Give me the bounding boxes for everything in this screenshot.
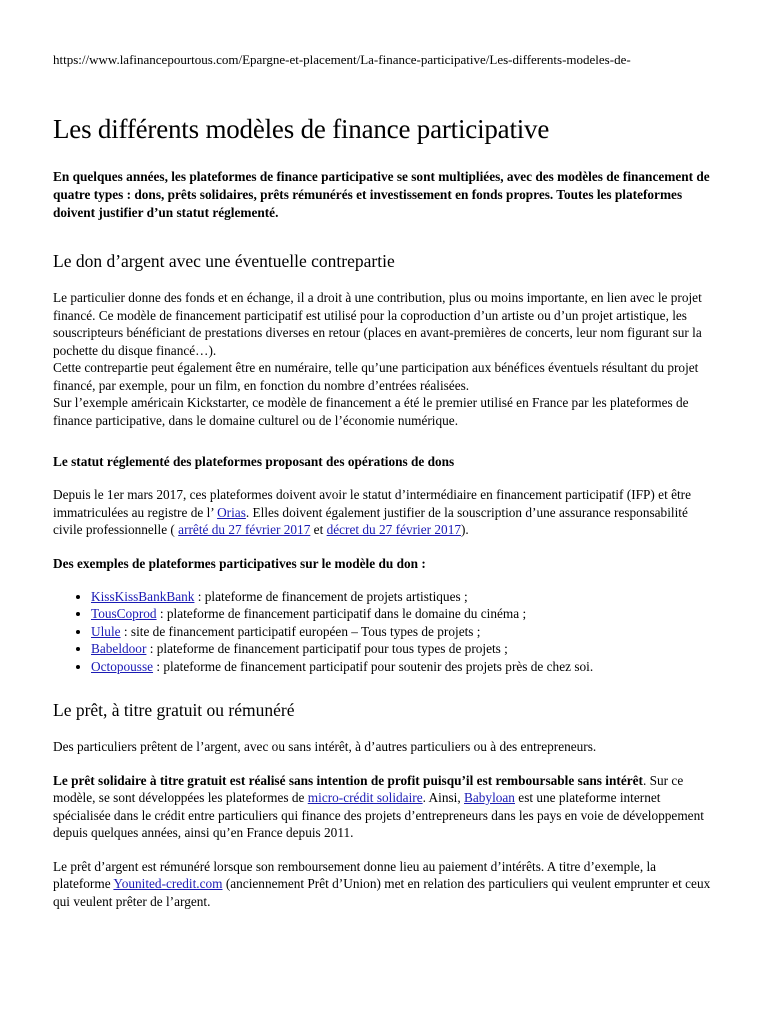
babyloan-link[interactable]: Babyloan (464, 790, 515, 805)
examples-list (53, 588, 713, 676)
section-heading-pret: Le prêt, à titre gratuit ou rémunéré (53, 700, 295, 720)
statut-text-4: ). (461, 522, 469, 537)
don-text-1: Le particulier donne des fonds et en échange, il a droit à une contribution, plus ou moins importante, en lien avec le projet financé. Ce modèle de financement participatif est utilisé pour la coproduction d’un artiste ou d’un projet artistique, les souscripteurs bénéficiant de prestations diverses en retour (places en avant-premières de concerts, leur nom figurant sur la pochette du disque financé…). (53, 290, 702, 358)
page-title: Les différents modèles de finance participative (53, 114, 550, 144)
pret-text-3: est une plateforme internet spécialisée dans le crédit entre particuliers qui finance des projets d’entrepreneurs dans les pays en voie de développement depuis quelques années, ainsi qu’en France depuis 2011. (53, 790, 704, 840)
ulule-link[interactable]: Ulule (91, 623, 121, 639)
statut-text-2: . Elles doivent également justifier de la souscription d’une assurance responsabilité civile professionnelle ( (53, 504, 688, 537)
list-item (91, 623, 713, 641)
list-item-desc: : plateforme de financement participatif pour soutenir des projets près de chez soi. (153, 658, 594, 674)
octopousse-link[interactable]: Octopousse (91, 658, 154, 674)
pret-text-1: . Sur ce modèle, se sont développées les plateformes de (53, 772, 684, 805)
list-item-desc: : plateforme de financement participatif dans le domaine du cinéma ; (156, 606, 527, 621)
don-paragraph (53, 289, 713, 429)
statut-paragraph (53, 486, 713, 539)
kisskissbankbank-link[interactable]: KissKissBankBank (91, 588, 195, 604)
decret-link[interactable]: décret du 27 février 2017 (326, 522, 461, 537)
don-text-3: Sur l’exemple américain Kickstarter, ce modèle de financement a été le premier utilisé en France par les plateformes de finance participative, dans le domaine culturel ou de l’économie numérique. (53, 395, 689, 428)
statut-text-3: et (310, 522, 327, 537)
statut-text-1: Depuis le 1er mars 2017, ces plateformes doivent avoir le statut d’intermédiaire en financement participatif (IFP) et être immatriculées au registre de l’ (53, 487, 692, 520)
page-url: https://www.lafinancepourtous.com/Epargne-et-placement/La-finance-participative/Les-differents-modeles-de- (53, 52, 631, 67)
pret-remunere-text-2: (anciennement Prêt d’Union) met en relation des particuliers qui veulent emprunter et ceux qui veulent prêter de l’argent. (53, 876, 711, 909)
lead-paragraph: En quelques années, les plateformes de finance participative se sont multipliées, avec des modèles de financement de quatre types : dons, prêts solidaires, prêts rémunérés et investissement en fonds propres. Toutes les plateformes doivent justifier d’un statut réglementé. (53, 169, 710, 220)
list-item (91, 640, 713, 658)
orias-link[interactable]: Orias (217, 504, 246, 520)
touscoprod-link[interactable]: TousCoprod (91, 606, 157, 621)
micro-credit-link[interactable]: micro-crédit solidaire (307, 790, 423, 805)
pret-paragraph-2 (53, 772, 713, 842)
pret-paragraph-1: Des particuliers prêtent de l’argent, avec ou sans intérêt, à d’autres particuliers ou à des entrepreneurs. (53, 739, 597, 754)
pret-paragraph-3 (53, 858, 713, 911)
article (53, 112, 713, 926)
list-item (91, 605, 713, 623)
list-item (91, 658, 713, 676)
pret-text-2: . Ainsi, (422, 790, 464, 805)
list-item (91, 588, 713, 606)
babeldoor-link[interactable]: Babeldoor (91, 641, 147, 656)
arrete-link[interactable]: arrêté du 27 février 2017 (178, 522, 311, 537)
pret-remunere-text-1: Le prêt d’argent est rémunéré lorsque son remboursement donne lieu au paiement d’intérêts. A titre d’exemple, la plateforme (53, 858, 657, 891)
list-item-desc: : site de financement participatif européen – Tous types de projets ; (120, 623, 481, 639)
don-text-2: Cette contrepartie peut également être en numéraire, telle qu’une participation aux bénéfices éventuels résultant du projet financé, par exemple, pour un film, en fonction du nombre d’entrées réalisées. (53, 360, 699, 393)
younited-credit-link[interactable]: Younited-credit.com (113, 876, 223, 891)
list-item-desc: : plateforme de financement de projets artistiques ; (194, 588, 468, 604)
examples-heading: Des exemples de plateformes participatives sur le modèle du don : (53, 555, 426, 571)
list-item-desc: : plateforme de financement participatif pour tous types de projets ; (146, 641, 508, 656)
pret-solidaire-bold: Le prêt solidaire à titre gratuit est réalisé sans intention de profit puisqu’il est remboursable sans intérêt (53, 772, 643, 788)
statut-subheading: Le statut réglementé des plateformes proposant des opérations de dons (53, 454, 455, 469)
section-heading-don: Le don d’argent avec une éventuelle contrepartie (53, 251, 395, 271)
